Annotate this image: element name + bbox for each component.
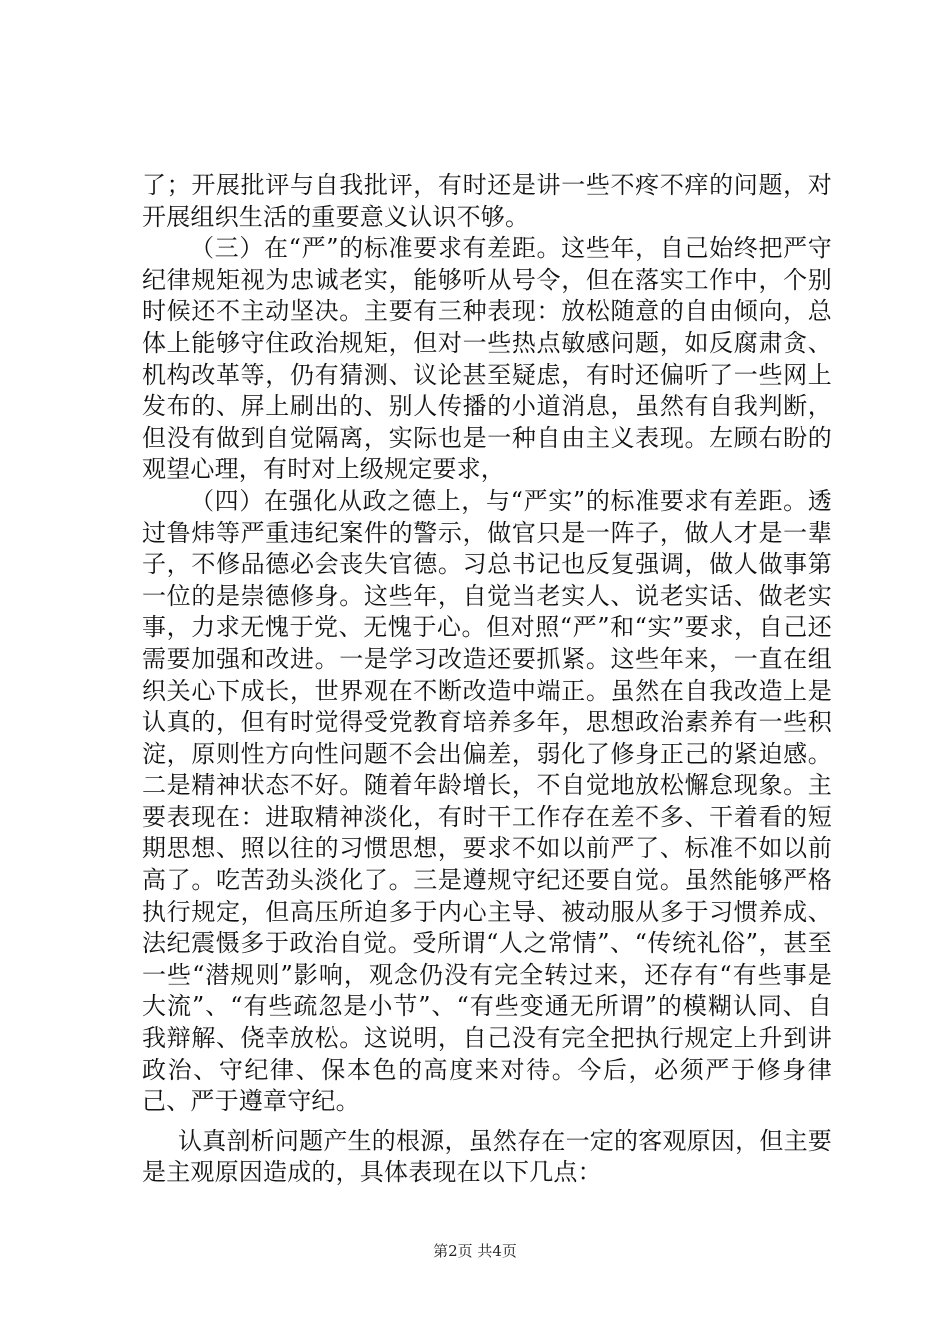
paragraph-continuation: 了；开展批评与自我批评，有时还是讲一些不疼不痒的问题，对开展组织生活的重要意义认识不够。 <box>142 171 832 231</box>
paragraph-section-three: （三）在“严”的标准要求有差距。这些年，自己始终把严守纪律规矩视为忠诚老实，能够听从号令，但在落实工作中，个别时候还不主动坚决。主要有三种表现：放松随意的自由倾向，总体上能够守住政治规矩，但对一些热点敏感问题，如反腐肃贪、机构改革等，仍有猜测、议论甚至疑虑，有时还偏听了一些网上发布的、屏上刷出的、别人传播的小道消息，虽然有自我判断，但没有做到自觉隔离，实际也是一种自由主义表现。左顾右盼的观望心理，有时对上级规定要求， <box>142 234 832 484</box>
page-number-footer: 第2页 共4页 <box>433 1242 517 1260</box>
paragraph-root-cause: 认真剖析问题产生的根源，虽然存在一定的客观原因，但主要是主观原因造成的，具体表现在以下几点： <box>142 1126 832 1187</box>
document-body <box>142 170 832 1189</box>
paragraph-section-four: （四）在强化从政之德上，与“严实”的标准要求有差距。透过鲁炜等严重违纪案件的警示，做官只是一阵子，做人才是一辈子，不修品德必会丧失官德。习总书记也反复强调，做人做事第一位的是崇德修身。这些年，自觉当老实人、说老实话、做老实事，力求无愧于党、无愧于心。但对照“严”和“实”要求，自己还需要加强和改进。一是学习改造还要抓紧。这些年来，一直在组织关心下成长，世界观在不断改造中端正。虽然在自我改造上是认真的，但有时觉得受党教育培养多年，思想政治素养有一些积淀，原则性方向性问题不会出偏差，弱化了修身正己的紧迫感。二是精神状态不好。随着年龄增长，不自觉地放松懈怠现象。主要表现在：进取精神淡化，有时干工作存在差不多、干着看的短期思想、照以往的习惯思想，要求不如以前严了、标准不如以前高了。吃苦劲头淡化了。三是遵规守纪还要自觉。虽然能够严格执行规定，但高压所迫多于内心主导、被动服从多于习惯养成、法纪震慑多于政治自觉。受所谓“人之常情”、“传统礼俗”，甚至一些“潜规则”影响，观念仍没有完全转过来，还存有“有些事是大流”、“有些疏忽是小节”、“有些变通无所谓”的模糊认同、自我辩解、侥幸放松。这说明，自己没有完全把执行规定上升到讲政治、守纪律、保本色的高度来对待。今后，必须严于修身律己、严于遵章守纪。 <box>142 486 832 1116</box>
